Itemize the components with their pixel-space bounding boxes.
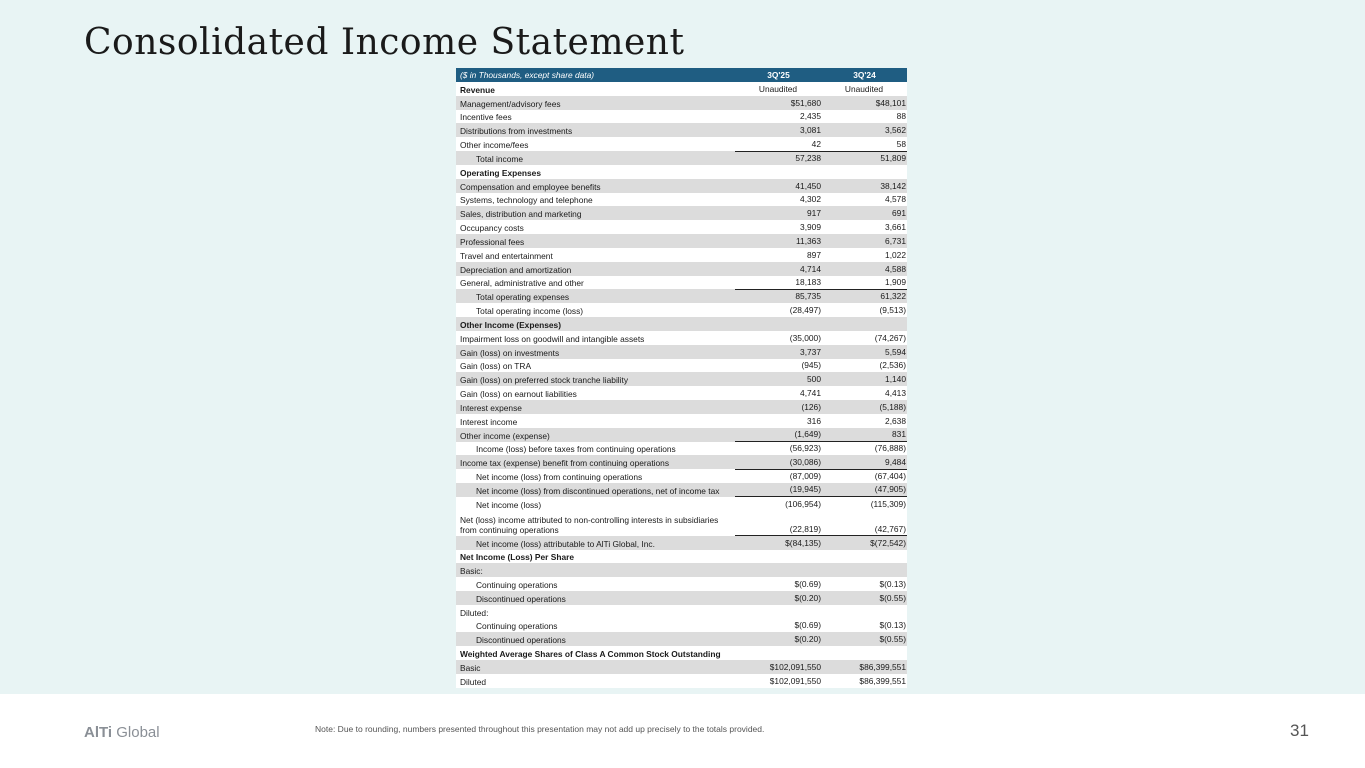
income-statement-table: [456, 68, 907, 688]
value-3q24: $(0.13): [822, 577, 907, 591]
value-3q25: (56,923): [735, 442, 822, 456]
table-row: [456, 331, 907, 345]
row-label: Gain (loss) on earnout liabilities: [456, 386, 735, 400]
company-logo: [84, 724, 160, 741]
value-3q25: Unaudited: [735, 82, 822, 96]
page-number: 31: [1290, 721, 1309, 740]
value-3q25: $(0.69): [735, 619, 822, 633]
table-row: [456, 220, 907, 234]
row-label: Distributions from investments: [456, 123, 735, 137]
table-header-label: ($ in Thousands, except share data): [456, 68, 735, 82]
table-row: [456, 674, 907, 688]
table-row: [456, 82, 907, 96]
value-3q25: (126): [735, 400, 822, 414]
table-row: [456, 660, 907, 674]
table-row: [456, 455, 907, 469]
value-3q25: $(0.69): [735, 577, 822, 591]
table-row: [456, 469, 907, 483]
row-label: Total operating expenses: [456, 289, 735, 303]
value-3q24: 831: [822, 428, 907, 442]
row-label: Net income (loss): [456, 497, 735, 511]
value-3q25: (30,086): [735, 455, 822, 469]
value-3q25: 500: [735, 372, 822, 386]
value-3q24: [822, 165, 907, 179]
value-3q24: 1,909: [822, 276, 907, 290]
value-3q25: 57,238: [735, 151, 822, 165]
row-label: Discontinued operations: [456, 632, 735, 646]
page-title: Consolidated Income Statement: [84, 22, 685, 63]
row-label: Other income/fees: [456, 137, 735, 151]
row-label: Weighted Average Shares of Class A Common Stock Outstanding: [456, 646, 735, 660]
value-3q24: 4,413: [822, 386, 907, 400]
row-label: Net income (loss) from continuing operations: [456, 469, 735, 483]
value-3q24: $(72,542): [822, 536, 907, 550]
value-3q25: (1,649): [735, 428, 822, 442]
table-row: [456, 96, 907, 110]
value-3q25: $(0.20): [735, 632, 822, 646]
row-label: Continuing operations: [456, 577, 735, 591]
table-row: [456, 428, 907, 442]
table-row: [456, 550, 907, 564]
value-3q24: (67,404): [822, 469, 907, 483]
value-3q24: 88: [822, 110, 907, 124]
table-row: [456, 262, 907, 276]
row-label: Impairment loss on goodwill and intangible assets: [456, 331, 735, 345]
value-3q25: 11,363: [735, 234, 822, 248]
row-label: Total operating income (loss): [456, 303, 735, 317]
value-3q24: [822, 550, 907, 564]
table-header-row: [456, 68, 907, 82]
row-label: Basic:: [456, 563, 735, 577]
value-3q24: 691: [822, 206, 907, 220]
row-label: Operating Expenses: [456, 165, 735, 179]
table-row: [456, 483, 907, 497]
logo-rest-text: Global: [112, 724, 160, 741]
row-label: Net (loss) income attributed to non-controlling interests in subsidiaries from continuing operations: [456, 511, 735, 536]
row-label: Net income (loss) attributable to AlTi Global, Inc.: [456, 536, 735, 550]
table-header-col-3q24: 3Q'24: [822, 68, 907, 82]
table-row: [456, 248, 907, 262]
value-3q24: 3,661: [822, 220, 907, 234]
value-3q24: 4,588: [822, 262, 907, 276]
value-3q25: [735, 646, 822, 660]
table-row: [456, 577, 907, 591]
table-row: [456, 372, 907, 386]
row-label: Diluted:: [456, 605, 735, 619]
value-3q25: [735, 317, 822, 331]
value-3q25: 897: [735, 248, 822, 262]
value-3q24: 58: [822, 137, 907, 151]
table-row: [456, 386, 907, 400]
table-row: [456, 151, 907, 165]
value-3q25: 917: [735, 206, 822, 220]
table-row: [456, 193, 907, 207]
table-row: [456, 165, 907, 179]
table-row: [456, 123, 907, 137]
value-3q24: $(0.13): [822, 619, 907, 633]
row-label: Income tax (expense) benefit from continuing operations: [456, 455, 735, 469]
value-3q24: 1,022: [822, 248, 907, 262]
table-row: [456, 497, 907, 511]
value-3q25: 3,909: [735, 220, 822, 234]
table-row: [456, 206, 907, 220]
value-3q25: (22,819): [735, 511, 822, 536]
value-3q25: 41,450: [735, 179, 822, 193]
row-label: Total income: [456, 151, 735, 165]
row-label: Net Income (Loss) Per Share: [456, 550, 735, 564]
row-label: Continuing operations: [456, 619, 735, 633]
table-row: [456, 591, 907, 605]
row-label: Revenue: [456, 82, 735, 96]
table-row: [456, 317, 907, 331]
value-3q25: (87,009): [735, 469, 822, 483]
value-3q25: [735, 165, 822, 179]
row-label: Net income (loss) from discontinued operations, net of income tax: [456, 483, 735, 497]
row-label: Other Income (Expenses): [456, 317, 735, 331]
value-3q24: $86,399,551: [822, 674, 907, 688]
value-3q25: 18,183: [735, 276, 822, 290]
value-3q25: 4,302: [735, 193, 822, 207]
table-row: [456, 359, 907, 373]
row-label: Travel and entertainment: [456, 248, 735, 262]
value-3q24: [822, 563, 907, 577]
row-label: Gain (loss) on TRA: [456, 359, 735, 373]
value-3q24: 6,731: [822, 234, 907, 248]
value-3q25: (19,945): [735, 483, 822, 497]
value-3q25: 4,714: [735, 262, 822, 276]
value-3q25: (35,000): [735, 331, 822, 345]
value-3q25: 4,741: [735, 386, 822, 400]
table-row: [456, 646, 907, 660]
value-3q24: Unaudited: [822, 82, 907, 96]
table-row: [456, 234, 907, 248]
row-label: Depreciation and amortization: [456, 262, 735, 276]
row-label: Gain (loss) on investments: [456, 345, 735, 359]
row-label: General, administrative and other: [456, 276, 735, 290]
value-3q25: (106,954): [735, 497, 822, 511]
value-3q24: (2,536): [822, 359, 907, 373]
value-3q25: 316: [735, 414, 822, 428]
value-3q24: 38,142: [822, 179, 907, 193]
table-row: [456, 605, 907, 619]
value-3q24: 9,484: [822, 455, 907, 469]
row-label: Systems, technology and telephone: [456, 193, 735, 207]
row-label: Gain (loss) on preferred stock tranche liability: [456, 372, 735, 386]
row-label: Occupancy costs: [456, 220, 735, 234]
value-3q25: 3,737: [735, 345, 822, 359]
table-row: [456, 442, 907, 456]
value-3q24: [822, 646, 907, 660]
value-3q24: $86,399,551: [822, 660, 907, 674]
table-header-col-3q25: 3Q'25: [735, 68, 822, 82]
footer-note: Note: Due to rounding, numbers presented throughout this presentation may not add up precisely to the totals provided.: [315, 724, 765, 734]
row-label: Other income (expense): [456, 428, 735, 442]
row-label: Sales, distribution and marketing: [456, 206, 735, 220]
value-3q25: 2,435: [735, 110, 822, 124]
value-3q25: $(84,135): [735, 536, 822, 550]
value-3q25: 85,735: [735, 289, 822, 303]
table-row: [456, 414, 907, 428]
value-3q24: [822, 317, 907, 331]
value-3q24: 4,578: [822, 193, 907, 207]
value-3q24: (74,267): [822, 331, 907, 345]
value-3q25: [735, 550, 822, 564]
value-3q24: 1,140: [822, 372, 907, 386]
table-row: [456, 632, 907, 646]
value-3q24: $(0.55): [822, 632, 907, 646]
row-label: Income (loss) before taxes from continuing operations: [456, 442, 735, 456]
value-3q24: (9,513): [822, 303, 907, 317]
table-row: [456, 110, 907, 124]
table-row: [456, 563, 907, 577]
row-label: Basic: [456, 660, 735, 674]
value-3q24: 3,562: [822, 123, 907, 137]
value-3q24: (5,188): [822, 400, 907, 414]
value-3q24: 61,322: [822, 289, 907, 303]
table-row: [456, 511, 907, 536]
value-3q24: (115,309): [822, 497, 907, 511]
table-row: [456, 619, 907, 633]
value-3q24: (76,888): [822, 442, 907, 456]
row-label: Interest expense: [456, 400, 735, 414]
value-3q25: (945): [735, 359, 822, 373]
logo-bold-text: AlTi: [84, 724, 113, 741]
value-3q25: 42: [735, 137, 822, 151]
row-label: Interest income: [456, 414, 735, 428]
table-row: [456, 289, 907, 303]
value-3q25: (28,497): [735, 303, 822, 317]
table-row: [456, 179, 907, 193]
value-3q24: $48,101: [822, 96, 907, 110]
value-3q24: (42,767): [822, 511, 907, 536]
row-label: Diluted: [456, 674, 735, 688]
value-3q25: $(0.20): [735, 591, 822, 605]
value-3q24: $(0.55): [822, 591, 907, 605]
row-label: Management/advisory fees: [456, 96, 735, 110]
value-3q25: $102,091,550: [735, 674, 822, 688]
table-row: [456, 345, 907, 359]
value-3q24: 51,809: [822, 151, 907, 165]
value-3q24: [822, 605, 907, 619]
table-row: [456, 303, 907, 317]
value-3q25: 3,081: [735, 123, 822, 137]
row-label: Discontinued operations: [456, 591, 735, 605]
row-label: Compensation and employee benefits: [456, 179, 735, 193]
value-3q25: [735, 605, 822, 619]
table-row: [456, 137, 907, 151]
row-label: Incentive fees: [456, 110, 735, 124]
table-row: [456, 276, 907, 290]
value-3q24: (47,905): [822, 483, 907, 497]
value-3q25: $51,680: [735, 96, 822, 110]
value-3q25: $102,091,550: [735, 660, 822, 674]
value-3q25: [735, 563, 822, 577]
table-row: [456, 536, 907, 550]
value-3q24: 2,638: [822, 414, 907, 428]
table-row: [456, 400, 907, 414]
row-label: Professional fees: [456, 234, 735, 248]
value-3q24: 5,594: [822, 345, 907, 359]
